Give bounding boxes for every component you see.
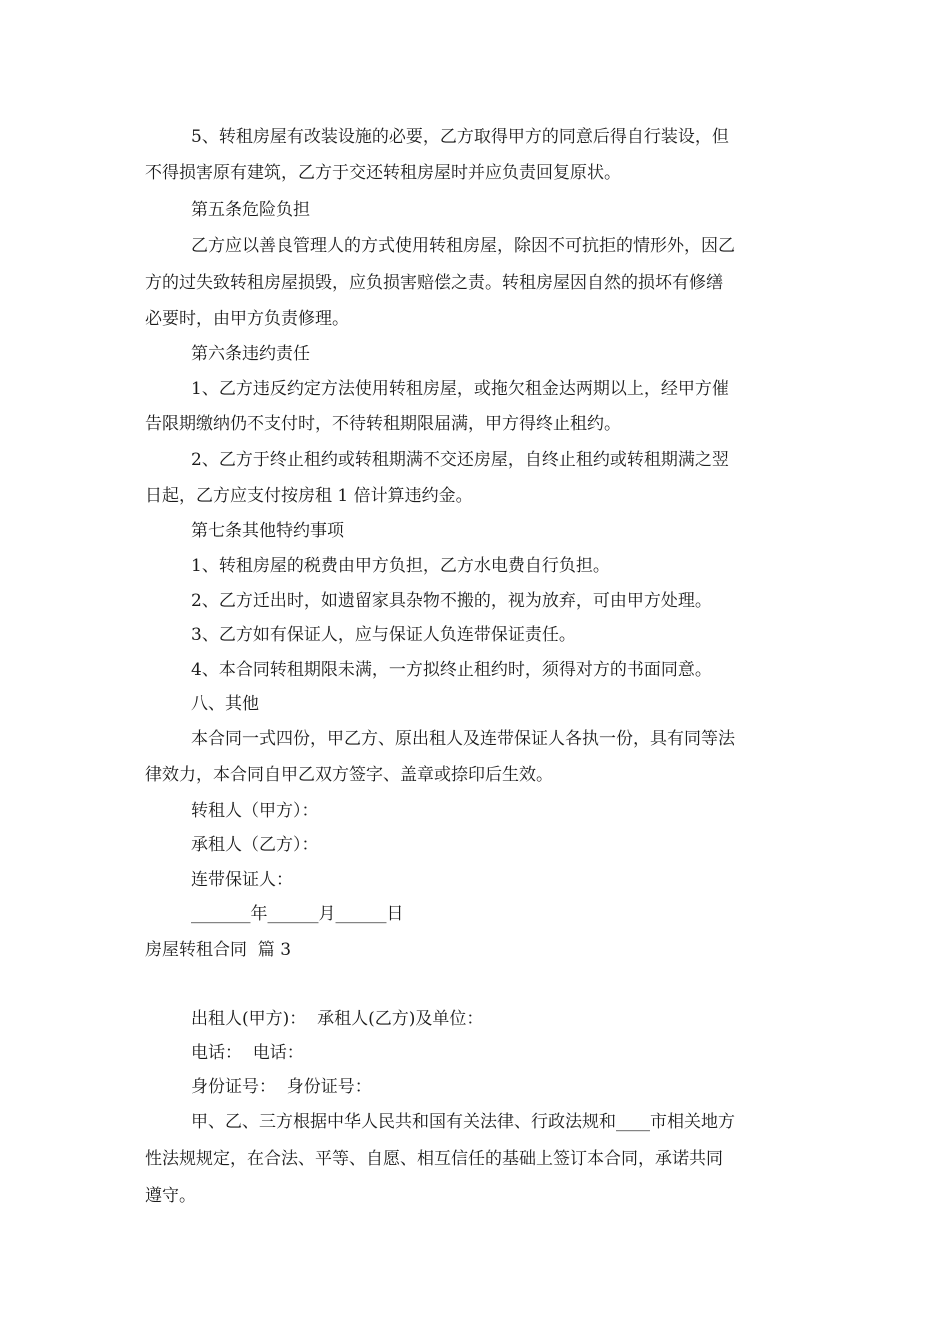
id-number-line: 身份证号： 身份证号： xyxy=(191,1077,372,1097)
paragraph-line: 甲、乙、三方根据中华人民共和国有关法律、行政法规和____市相关地方 xyxy=(191,1112,735,1132)
section-heading: 八、其他 xyxy=(191,694,259,714)
paragraph-line: 1、乙方违反约定方法使用转租房屋，或拖欠租金达两期以上，经甲方催 xyxy=(191,379,729,399)
paragraph-line: 2、乙方于终止租约或转租期满不交还房屋，自终止租约或转租期满之翌 xyxy=(191,450,729,470)
signature-label-subtenant: 承租人（乙方）： xyxy=(191,835,319,855)
paragraph-line: 告限期缴纳仍不支付时，不待转租期限届满，甲方得终止租约。 xyxy=(145,414,621,434)
paragraph-line: 乙方应以善良管理人的方式使用转租房屋，除因不可抗拒的情形外，因乙 xyxy=(191,236,735,256)
section-heading: 第五条危险负担 xyxy=(191,200,310,220)
document-title: 房屋转租合同 篇 3 xyxy=(145,940,292,960)
list-item: 4、本合同转租期限未满，一方拟终止租约时，须得对方的书面同意。 xyxy=(191,660,712,680)
phone-line: 电话： 电话： xyxy=(191,1043,304,1063)
list-item: 2、乙方迁出时，如遗留家具杂物不搬的，视为放弃，可由甲方处理。 xyxy=(191,591,712,611)
paragraph-line: 律效力，本合同自甲乙双方签字、盖章或捺印后生效。 xyxy=(145,765,553,785)
paragraph-line: 本合同一式四份，甲乙方、原出租人及连带保证人各执一份，具有同等法 xyxy=(191,729,735,749)
date-line: _______年______月______日 xyxy=(191,904,404,924)
signature-label-guarantor: 连带保证人： xyxy=(191,870,293,890)
paragraph-line: 性法规规定，在合法、平等、自愿、相互信任的基础上签订本合同，承诺共同 xyxy=(145,1149,723,1169)
paragraph-line: 方的过失致转租房屋损毁，应负损害赔偿之责。转租房屋因自然的损坏有修缮 xyxy=(145,273,723,293)
paragraph-line: 日起，乙方应支付按房租 1 倍计算违约金。 xyxy=(145,486,473,506)
list-item: 3、乙方如有保证人，应与保证人负连带保证责任。 xyxy=(191,625,576,645)
paragraph-line: 不得损害原有建筑，乙方于交还转租房屋时并应负责回复原状。 xyxy=(145,163,621,183)
signature-label-sublessor: 转租人（甲方）： xyxy=(191,801,319,821)
paragraph-line: 5、转租房屋有改装设施的必要，乙方取得甲方的同意后得自行装设，但 xyxy=(191,127,729,147)
list-item: 1、转租房屋的税费由甲方负担，乙方水电费自行负担。 xyxy=(191,556,610,576)
section-heading: 第七条其他特约事项 xyxy=(191,521,344,541)
party-line: 出租人(甲方)： 承租人(乙方)及单位： xyxy=(191,1009,484,1029)
section-heading: 第六条违约责任 xyxy=(191,344,310,364)
paragraph-line: 必要时，由甲方负责修理。 xyxy=(145,309,349,329)
paragraph-line: 遵守。 xyxy=(145,1186,196,1206)
